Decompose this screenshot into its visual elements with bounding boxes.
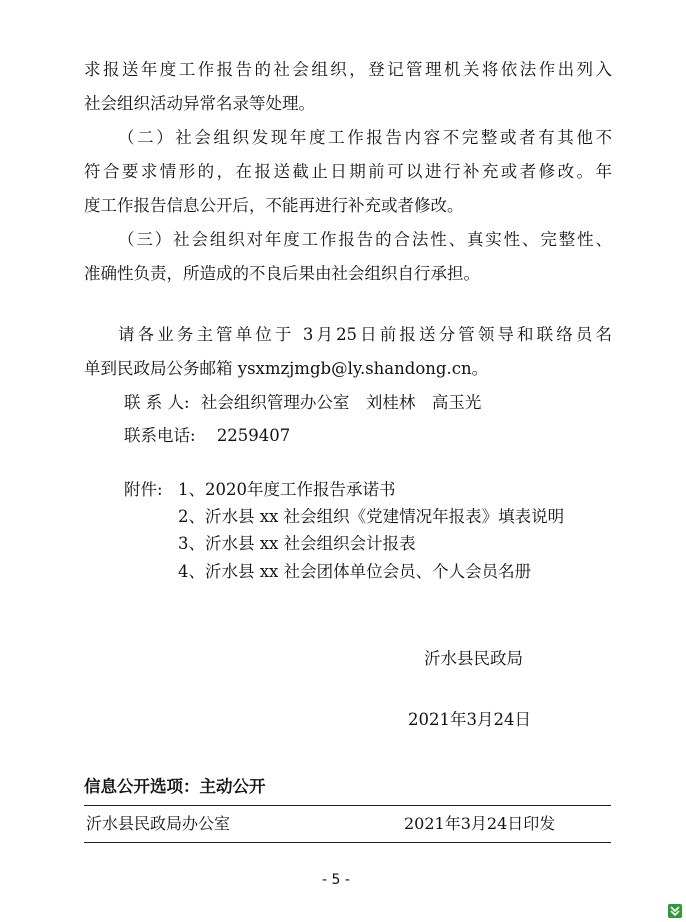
page-number: - 5 - xyxy=(322,872,350,888)
attachment-item-3: 3、沂水县 xx 社会组织会计报表 xyxy=(178,534,416,553)
notice-line-1: 请各业务主管单位于 3月25日前报送分管领导和联络员名 xyxy=(118,325,612,344)
contact-person-value: 社会组织管理办公室 刘桂林 高玉光 xyxy=(200,393,482,412)
attachments-label: 附件: xyxy=(124,480,163,499)
attachment-item-4: 4、沂水县 xx 社会团体单位会员、个人会员名册 xyxy=(178,562,532,581)
footer-office: 沂水县民政局办公室 xyxy=(86,814,231,833)
contact-phone xyxy=(124,424,290,448)
contact-person-label: 联 系 人: xyxy=(124,393,190,412)
disclosure-option: 信息公开选项：主动公开 xyxy=(84,777,266,796)
contact-person xyxy=(124,391,481,415)
notice-line-2: 单到民政局公务邮箱 ysxmzjmgb@ly.shandong.cn。 xyxy=(84,359,489,378)
attachment-item-2: 2、沂水县 xx 社会组织《党建情况年报表》填表说明 xyxy=(178,507,565,526)
download-badge-icon[interactable] xyxy=(668,904,682,918)
signature-date: 2021年3月24日 xyxy=(408,710,531,729)
paragraph-2-line-2: 符合要求情形的，在报送截止日期前可以进行补充或者修改。年 xyxy=(84,162,612,181)
paragraph-2-line-3: 度工作报告信息公开后，不能再进行补充或者修改。 xyxy=(84,196,464,215)
contact-phone-value: 2259407 xyxy=(216,426,291,445)
contact-phone-label: 联系电话: xyxy=(124,426,196,445)
paragraph-1-line-1: 求报送年度工作报告的社会组织，登记管理机关将依法作出列入 xyxy=(84,60,612,79)
footer-rule-top xyxy=(84,805,611,806)
paragraph-3-line-2: 准确性负责，所造成的不良后果由社会组织自行承担。 xyxy=(84,264,480,283)
footer-rule-bottom xyxy=(84,842,611,843)
paragraph-1-line-2: 社会组织活动异常名录等处理。 xyxy=(84,94,315,113)
attachment-item-1: 1、2020年度工作报告承诺书 xyxy=(178,480,396,499)
paragraph-3-line-1: （三）社会组织对年度工作报告的合法性、真实性、完整性、 xyxy=(118,230,612,249)
signature-org: 沂水县民政局 xyxy=(424,649,523,668)
footer-issued: 2021年3月24日印发 xyxy=(404,814,556,833)
paragraph-2-line-1: （二）社会组织发现年度工作报告内容不完整或者有其他不 xyxy=(118,128,612,147)
